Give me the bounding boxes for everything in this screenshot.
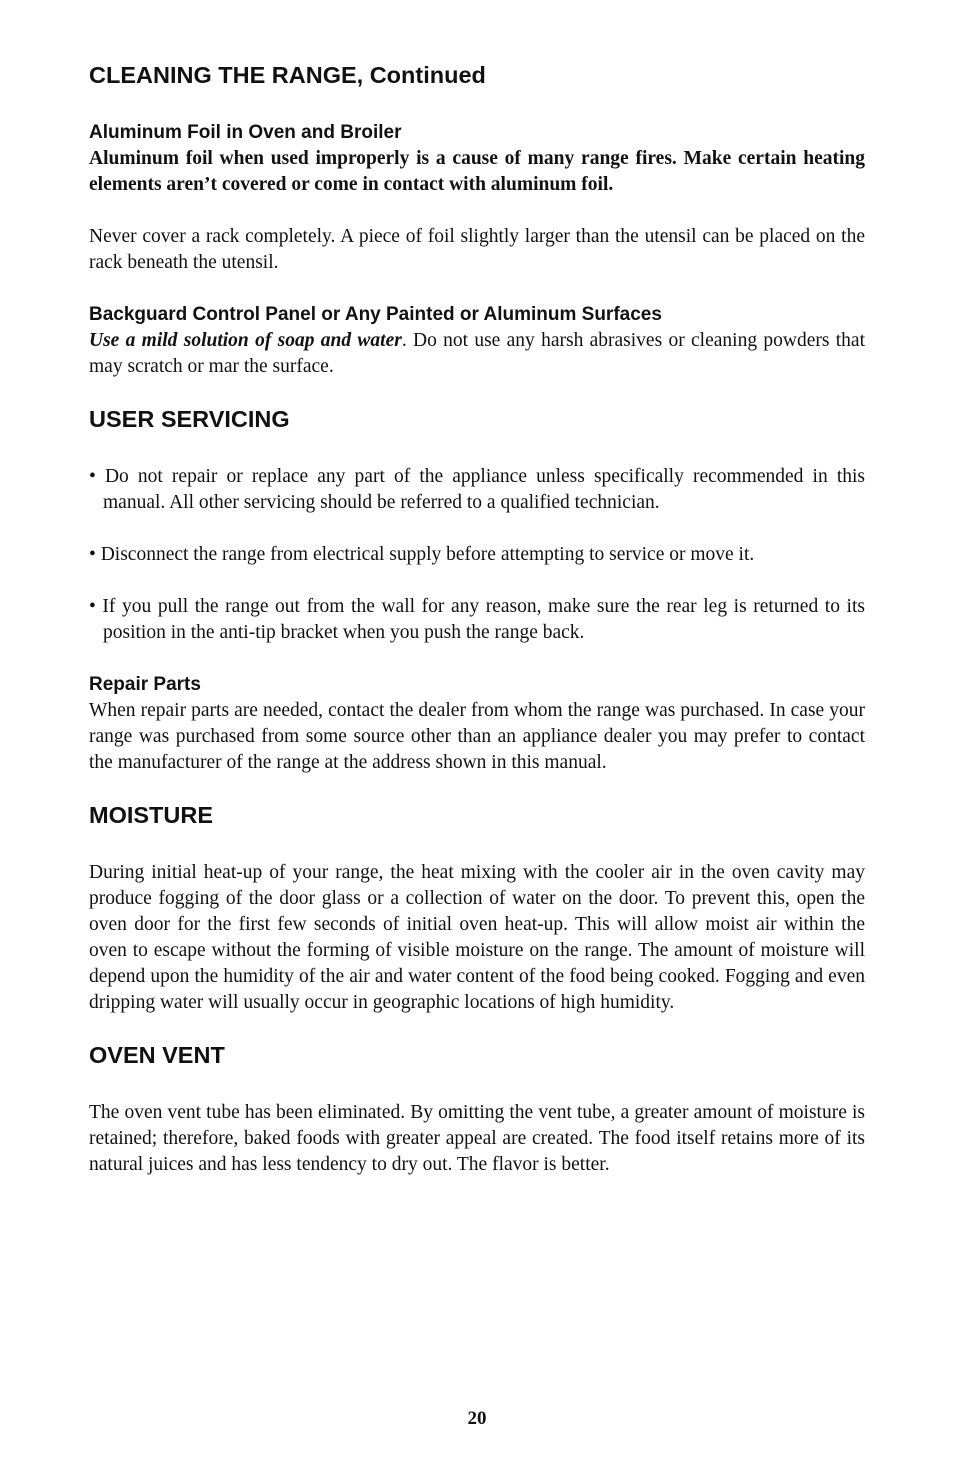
- repair-parts-text: When repair parts are needed, contact the dealer from whom the range was purchased. In case your range was purchased from some source other than an appliance dealer you may prefer to contact the manufacturer of the range at the address shown in this manual.: [89, 700, 865, 773]
- backguard-text: . Do not use any harsh abrasives or cleaning powders that may scratch or mar the surface.: [89, 330, 865, 377]
- oven-vent-text: The oven vent tube has been eliminated. By omitting the vent tube, a greater amount of moisture is retained; therefore, baked foods with greater appeal are created. The food itself retains more of its natural juices and has less tendency to dry out. The flavor is better.: [89, 1102, 865, 1175]
- backguard-instructions: [89, 328, 865, 380]
- servicing-bullet: • Disconnect the range from electrical supply before attempting to service or move it.: [89, 544, 755, 565]
- manual-page: [89, 60, 865, 1178]
- section-title-user-servicing: USER SERVICING: [89, 406, 290, 432]
- section-title-oven-vent: OVEN VENT: [89, 1042, 225, 1068]
- heading-repair-parts: Repair Parts: [89, 674, 201, 695]
- backguard-emphasis: Use a mild solution of soap and water: [89, 330, 402, 351]
- heading-aluminum-foil: Aluminum Foil in Oven and Broiler: [89, 122, 402, 143]
- heading-backguard: Backguard Control Panel or Any Painted or Aluminum Surfaces: [89, 304, 662, 325]
- servicing-bullet: • If you pull the range out from the wall for any reason, make sure the rear leg is returned to its position in the anti-tip bracket when you push the range back.: [89, 596, 865, 643]
- servicing-bullet: • Do not repair or replace any part of the appliance unless specifically recommended in this manual. All other servicing should be referred to a qualified technician.: [89, 466, 865, 513]
- section-title-moisture: MOISTURE: [89, 802, 214, 828]
- page-number: 20: [467, 1408, 487, 1429]
- foil-instructions: Never cover a rack completely. A piece of foil slightly larger than the utensil can be placed on the rack beneath the utensil.: [89, 226, 865, 273]
- foil-warning: Aluminum foil when used improperly is a cause of many range fires. Make certain heating elements aren’t covered or come in contact with aluminum foil.: [89, 148, 865, 195]
- section-title-cleaning: CLEANING THE RANGE, Continued: [89, 62, 486, 88]
- moisture-text: During initial heat-up of your range, the heat mixing with the cooler air in the oven cavity may produce fogging of the door glass or a collection of water on the door. To prevent this, open the oven door for the first few seconds of initial oven heat-up. This will allow moist air within the oven to escape without the forming of visible moisture on the range. The amount of moisture will depend upon the humidity of the air and water content of the food being cooked. Fogging and even dripping water will usually occur in geographic locations of high humidity.: [89, 862, 865, 1013]
